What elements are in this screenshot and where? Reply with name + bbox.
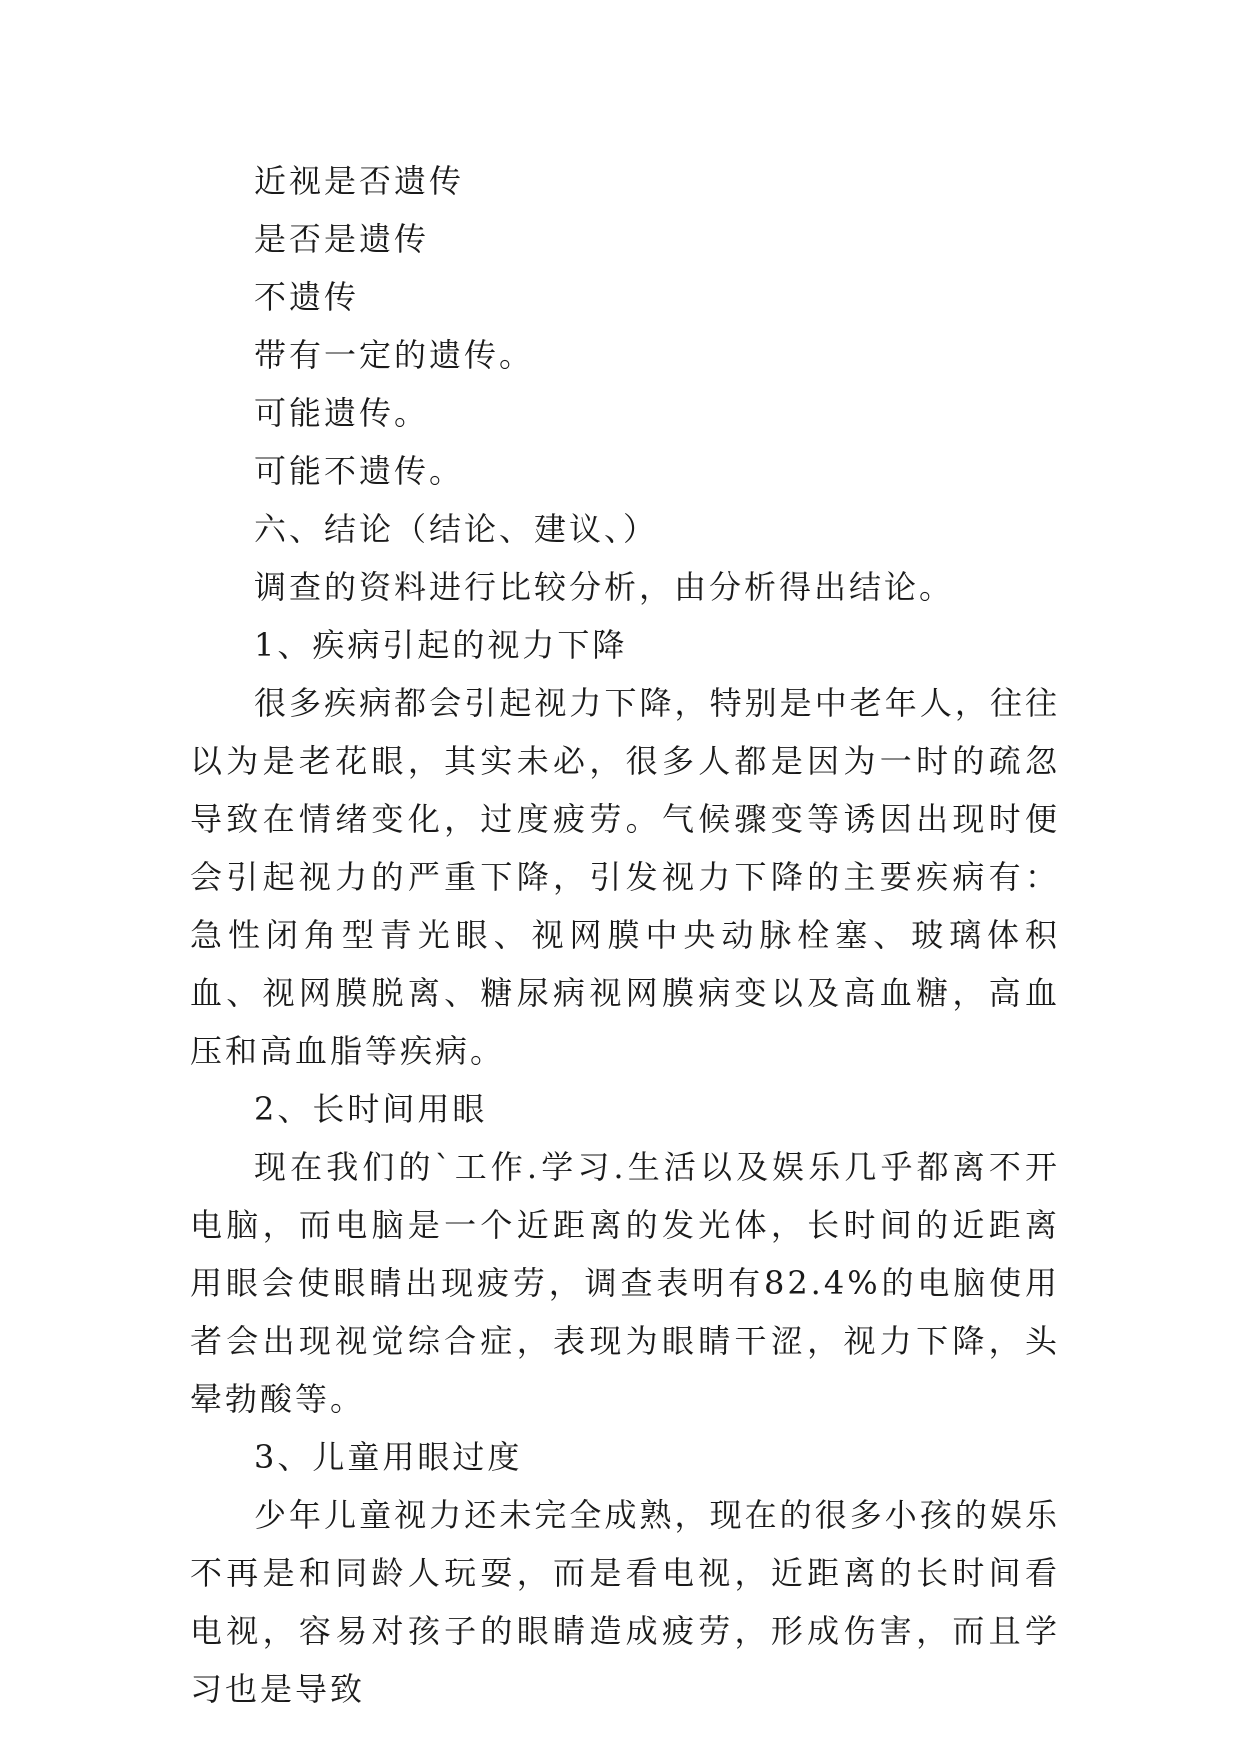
option-line: 是否是遗传 (254, 220, 430, 258)
option-line: 可能遗传。 (254, 394, 430, 432)
document-body (190, 152, 1060, 1718)
section-intro: 调查的资料进行比较分析，由分析得出结论。 (254, 568, 955, 606)
paragraph-children: 少年儿童视力还未完全成熟，现在的很多小孩的娱乐不再是和同龄人玩耍，而是看电视，近距离的长时间看电视，容易对孩子的眼睛造成疲劳，形成伤害，而且学习也是导致 (190, 1496, 1060, 1708)
question-line: 近视是否遗传 (254, 162, 465, 200)
option-line: 可能不遗传。 (254, 452, 465, 490)
option-line: 不遗传 (254, 278, 360, 316)
option-line: 带有一定的遗传。 (254, 336, 535, 374)
subheading-children: 3、儿童用眼过度 (254, 1438, 523, 1476)
subheading-long-eye-use: 2、长时间用眼 (254, 1090, 488, 1128)
subheading-disease: 1、疾病引起的视力下降 (254, 626, 628, 664)
paragraph-disease: 很多疾病都会引起视力下降，特别是中老年人，往往以为是老花眼，其实未必，很多人都是因为一时的疏忽导致在情绪变化，过度疲劳。气候骤变等诱因出现时便会引起视力的严重下降，引发视力下降的主要疾病有：急性闭角型青光眼、视网膜中央动脉栓塞、玻璃体积血、视网膜脱离、糖尿病视网膜病变以及高血糖，高血压和高血脂等疾病。 (190, 684, 1060, 1070)
paragraph-computer: 现在我们的`工作.学习.生活以及娱乐几乎都离不开电脑，而电脑是一个近距离的发光体，长时间的近距离用眼会使眼睛出现疲劳，调查表明有82.4%的电脑使用者会出现视觉综合症，表现为眼睛干涩，视力下降，头晕勃酸等。 (190, 1148, 1060, 1418)
section-heading-conclusion: 六、结论（结论、建议、） (254, 510, 659, 548)
